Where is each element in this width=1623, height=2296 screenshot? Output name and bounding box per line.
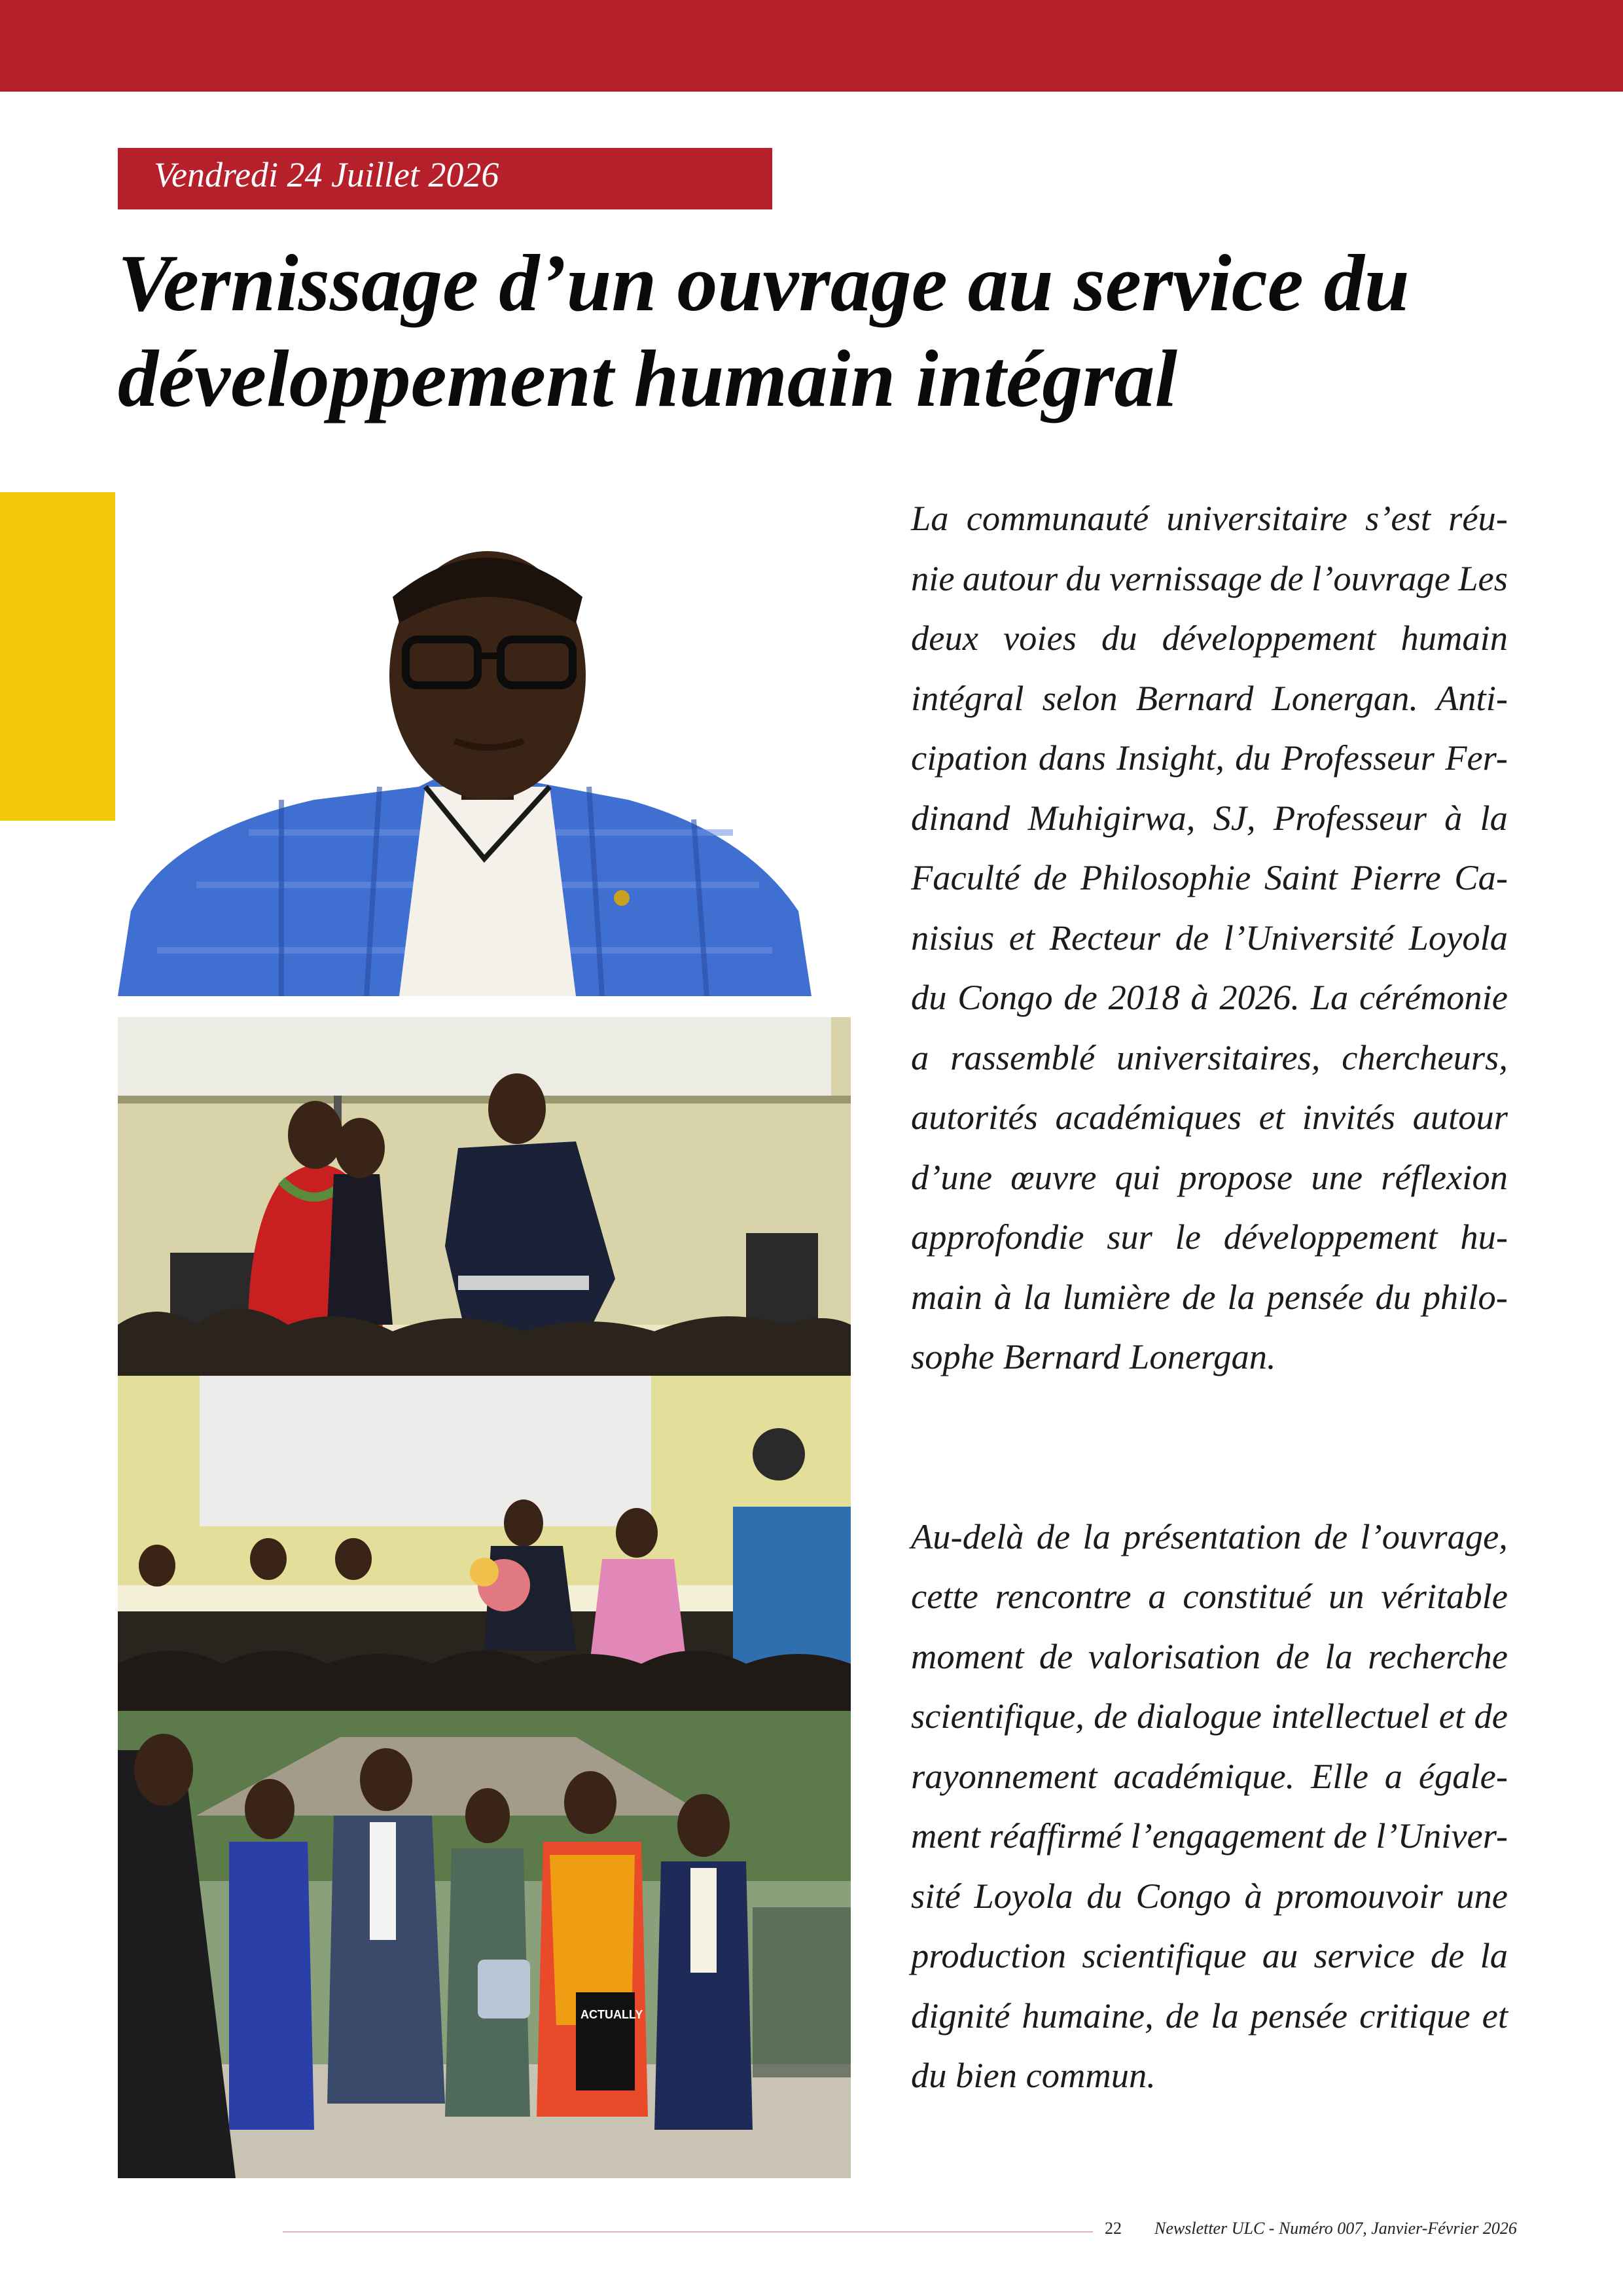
article-word: La <box>911 498 949 538</box>
article-line <box>911 1686 1508 1746</box>
top-red-band <box>0 0 1623 92</box>
article-word: Congo <box>1135 1875 1231 1916</box>
article-line <box>911 2045 1508 2106</box>
article-line <box>911 1806 1508 1866</box>
article-word: l’ouvrage <box>1311 558 1450 598</box>
article-word: Loyola <box>1408 917 1508 958</box>
article-line <box>911 668 1508 728</box>
article-word: vernissage <box>1109 558 1262 598</box>
article-word: constitué <box>1183 1576 1312 1616</box>
article-word: du <box>1375 1276 1412 1317</box>
article-word: moment <box>911 1636 1024 1676</box>
article-line <box>911 1566 1508 1626</box>
headline-line-1: Vernissage d’un ouvrage au service du <box>118 238 1410 328</box>
article-word: Loyola <box>974 1875 1073 1916</box>
footer-rule <box>283 2231 1093 2233</box>
article-word: la <box>1211 1995 1239 2036</box>
bag-lettering: ACTUALLY <box>580 2008 643 2021</box>
article-word: La <box>1310 977 1349 1017</box>
article-word: de <box>1270 558 1304 598</box>
article-word: œuvre <box>1010 1157 1097 1197</box>
article-word: la <box>1082 1516 1111 1556</box>
article-word: développement <box>1223 1217 1438 1257</box>
article-word: une <box>1311 1157 1363 1197</box>
article-word: et <box>1008 917 1035 958</box>
article-word: une <box>1456 1875 1508 1916</box>
article-word: selon <box>1042 677 1118 718</box>
article-date: Vendredi 24 Juillet 2026 <box>154 155 499 194</box>
article-word: Bernard <box>1135 677 1254 718</box>
article-word: pensée <box>1250 1995 1348 2036</box>
article-word: de <box>1033 857 1067 897</box>
article-word: production <box>911 1935 1067 1975</box>
article-word: rencontre <box>995 1576 1132 1616</box>
article-word: nie <box>911 558 955 598</box>
article-word: humaine, <box>1022 1995 1154 2036</box>
article-word: de <box>1474 1696 1508 1736</box>
article-line <box>911 1267 1508 1327</box>
article-word: autour <box>1412 1097 1508 1137</box>
article-headline <box>118 236 1525 427</box>
article-line <box>911 1626 1508 1687</box>
article-word: lumière <box>1062 1276 1171 1317</box>
article-word: de <box>1313 1516 1348 1556</box>
article-line <box>911 967 1508 1028</box>
article-word: communauté <box>966 498 1149 538</box>
article-word: l’Université <box>1223 917 1395 958</box>
article-word: Ca- <box>1454 857 1508 897</box>
article-word: développement <box>1162 618 1376 658</box>
article-line <box>911 1207 1508 1267</box>
article-word: autorités <box>911 1097 1038 1137</box>
article-word: du <box>1101 618 1137 658</box>
article-line <box>911 1087 1508 1147</box>
article-word: 2026. <box>1219 977 1300 1017</box>
article-word: Fer- <box>1445 738 1508 778</box>
article-word: a <box>1148 1576 1166 1616</box>
article-word: universitaires, <box>1116 1037 1321 1077</box>
article-word: Lonergan. <box>1272 677 1418 718</box>
article-word: la <box>1480 1935 1508 1975</box>
article-word: et <box>1482 1995 1508 2036</box>
article-word: universitaire <box>1166 498 1347 538</box>
article-word: recherche <box>1368 1636 1508 1676</box>
article-word: chercheurs, <box>1342 1037 1508 1077</box>
article-word: humain <box>1400 618 1508 658</box>
article-word: réaffirmé <box>989 1816 1122 1856</box>
article-word: ment <box>911 1816 980 1856</box>
article-word: dans <box>1038 738 1106 778</box>
article-word: qui <box>1115 1157 1161 1197</box>
article-word: Muhigirwa, <box>1027 797 1196 838</box>
article-line <box>911 1327 1508 1387</box>
article-word: dignité <box>911 1995 1010 2036</box>
article-word: de <box>1039 1636 1073 1676</box>
article-word: rayonnement <box>911 1755 1097 1796</box>
article-word: Recteur <box>1049 917 1161 958</box>
article-word: la <box>1227 1276 1255 1317</box>
article-word: voies <box>1003 618 1077 658</box>
article-word: sophe Bernard Lonergan. <box>911 1336 1276 1376</box>
article-word: de <box>1333 1816 1367 1856</box>
article-word: intégral <box>911 677 1024 718</box>
ceremony-handover-photo <box>118 1017 851 1376</box>
article-word: Insight, <box>1116 738 1224 778</box>
article-word: la <box>1480 797 1508 838</box>
article-word: du <box>1065 558 1101 598</box>
article-word: Faculté <box>911 857 1020 897</box>
article-word: l’Univer- <box>1376 1816 1508 1856</box>
article-word: la <box>1325 1636 1353 1676</box>
article-word: scientifique, <box>911 1696 1084 1736</box>
article-word: Professeur <box>1281 738 1435 778</box>
article-word: à <box>1244 1875 1262 1916</box>
article-word: main <box>911 1276 982 1317</box>
article-line <box>911 788 1508 848</box>
paragraph-gap <box>911 1387 1508 1507</box>
article-word: d’une <box>911 1157 993 1197</box>
article-word: cérémonie <box>1359 977 1508 1017</box>
headline-line-2: développement humain intégral <box>118 334 1177 423</box>
article-word: s’est <box>1365 498 1431 538</box>
article-word: sur <box>1107 1217 1152 1257</box>
article-word: la <box>1023 1276 1052 1317</box>
article-word: égale- <box>1418 1755 1508 1796</box>
article-line <box>911 848 1508 908</box>
article-word: valorisation <box>1088 1636 1261 1676</box>
article-word: l’engagement <box>1130 1816 1325 1856</box>
article-line <box>911 1507 1508 1567</box>
article-word: philo- <box>1422 1276 1508 1317</box>
article-word: le <box>1175 1217 1201 1257</box>
group-photo <box>118 1711 851 2178</box>
article-word: au <box>1262 1935 1298 1975</box>
article-word: intellectuel <box>1271 1696 1430 1736</box>
article-word: 2018 <box>1108 977 1180 1017</box>
article-word: à <box>1444 797 1463 838</box>
article-word: hu- <box>1460 1217 1508 1257</box>
article-line <box>911 908 1508 968</box>
article-word: propose <box>1179 1157 1293 1197</box>
article-line <box>911 608 1508 668</box>
article-word: promouvoir <box>1275 1875 1443 1916</box>
article-word: Les <box>1458 558 1508 598</box>
article-word: Congo <box>957 977 1053 1017</box>
article-word: invités <box>1302 1097 1395 1137</box>
article-line <box>911 1926 1508 1986</box>
article-word: cipation <box>911 738 1028 778</box>
article-word: a <box>1384 1755 1402 1796</box>
article-word: Pierre <box>1351 857 1441 897</box>
footer-page-number: 22 <box>1105 2219 1122 2238</box>
article-word: un <box>1328 1576 1364 1616</box>
article-word: Au-delà <box>911 1516 1024 1556</box>
article-word: a <box>911 1037 929 1077</box>
article-word: de <box>1063 977 1097 1017</box>
article-word: sité <box>911 1875 961 1916</box>
yellow-accent-bar <box>0 492 115 821</box>
article-line <box>911 1147 1508 1208</box>
article-line <box>911 1028 1508 1088</box>
article-word: Professeur <box>1273 797 1427 838</box>
article-word: de <box>1275 1636 1310 1676</box>
article-word: du <box>1086 1875 1122 1916</box>
article-line <box>911 1866 1508 1926</box>
article-word: réflexion <box>1381 1157 1508 1197</box>
article-line <box>911 1986 1508 2046</box>
article-word: critique <box>1359 1995 1471 2036</box>
article-word: rassemblé <box>950 1037 1096 1077</box>
article-word: dinand <box>911 797 1010 838</box>
article-word: Anti- <box>1436 677 1508 718</box>
article-word: à <box>993 1276 1012 1317</box>
article-word: de <box>1175 917 1209 958</box>
article-word: pensée <box>1266 1276 1364 1317</box>
article-word: autour <box>962 558 1058 598</box>
article-word: SJ, <box>1213 797 1256 838</box>
article-word: approfondie <box>911 1217 1084 1257</box>
article-word: deux <box>911 618 978 658</box>
article-line <box>911 488 1508 548</box>
article-word: cette <box>911 1576 978 1616</box>
article-word: véritable <box>1381 1576 1508 1616</box>
article-line <box>911 548 1508 609</box>
article-word: de <box>1182 1276 1216 1317</box>
footer-publication: Newsletter ULC - Numéro 007, Janvier-Février 2026 <box>1154 2219 1517 2238</box>
article-word: nisius <box>911 917 995 958</box>
portrait-photo <box>118 492 851 996</box>
article-word: Elle <box>1311 1755 1368 1796</box>
article-word: du <box>1235 738 1271 778</box>
article-word: de <box>1430 1935 1465 1975</box>
ceremony-flowers-photo <box>118 1376 851 1711</box>
article-word: académiques <box>1055 1097 1241 1137</box>
article-word: de <box>1165 1995 1200 2036</box>
article-word: Saint <box>1264 857 1338 897</box>
article-word: dialogue <box>1137 1696 1262 1736</box>
article-word: à <box>1190 977 1209 1017</box>
article-word: et <box>1258 1097 1285 1137</box>
article-word: de <box>1036 1516 1071 1556</box>
article-word: présentation <box>1123 1516 1302 1556</box>
article-word: de <box>1094 1696 1128 1736</box>
article-body <box>911 488 1508 2106</box>
article-line <box>911 728 1508 788</box>
article-word: du bien commun. <box>911 2055 1156 2095</box>
article-word: et <box>1438 1696 1465 1736</box>
article-word: scientifique <box>1082 1935 1247 1975</box>
article-word: service <box>1313 1935 1415 1975</box>
article-word: réu- <box>1448 498 1508 538</box>
article-word: Philosophie <box>1080 857 1251 897</box>
article-word: du <box>911 977 947 1017</box>
article-word: l’ouvrage, <box>1360 1516 1508 1556</box>
article-line <box>911 1746 1508 1806</box>
article-word: académique. <box>1113 1755 1295 1796</box>
